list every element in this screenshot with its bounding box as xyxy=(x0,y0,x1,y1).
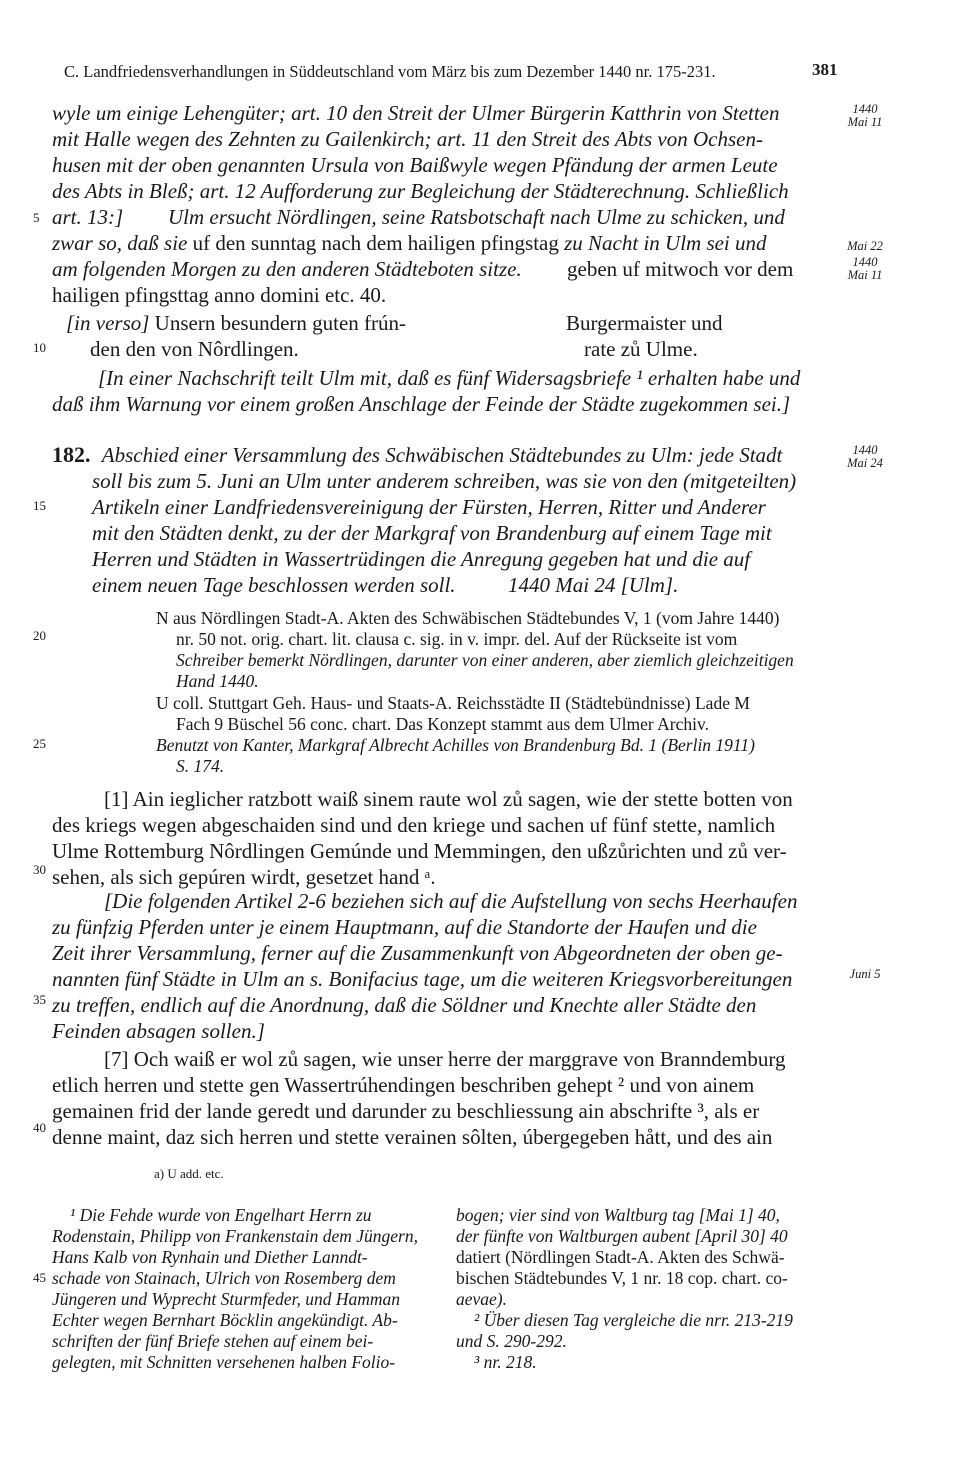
body-line: [Die folgenden Artikel 2-6 beziehen sich auf die Aufstellung von sechs Heerhaufen xyxy=(104,889,798,913)
source-line: Fach 9 Büschel 56 conc. chart. Das Konzept stammt aus dem Ulmer Archiv. xyxy=(176,714,709,734)
body-line: zu treffen, endlich auf die Anordnung, daß die Söldner und Knechte aller Städte den xyxy=(52,993,757,1017)
entry-line: Artikeln einer Landfriedensvereinigung der Fürsten, Herren, Ritter und Anderer xyxy=(92,495,766,519)
regest-line: art. 13:] xyxy=(52,205,124,229)
margin-date xyxy=(840,256,890,282)
margin-date: Juni 5 xyxy=(849,967,881,981)
body-line: Zeit ihrer Versammlung, ferner auf die Zusammenkunft von Abgeordneten der oben ge- xyxy=(52,941,783,965)
footnote-line: Hans Kalb von Rynhain und Diether Lanndt- xyxy=(52,1247,368,1267)
source-line: nr. 50 not. orig. chart. lit. clausa c. sig. in v. impr. del. Auf der Rückseite ist vom xyxy=(176,629,738,649)
regest-line: am folgenden Morgen zu den anderen Städteboten sitze. xyxy=(52,257,522,281)
footnote-line: Jüngeren und Wyprecht Sturmfeder, und Hamman xyxy=(52,1289,401,1309)
entry-line: soll bis zum 5. Juni an Ulm unter anderem schreiben, was sie von den (mitgeteilten) xyxy=(92,469,797,493)
regest-line xyxy=(52,230,767,256)
quoted-text: uf den sunntag nach dem hailigen pfingstag xyxy=(192,231,559,255)
footnote-line: ² Über diesen Tag vergleiche die nrr. 213-219 xyxy=(474,1310,793,1330)
footnote-line: ³ nr. 218. xyxy=(474,1352,537,1372)
source-line: Schreiber bemerkt Nördlingen, darunter von einer anderen, aber ziemlich gleichzeitigen xyxy=(176,650,794,670)
footnote-line: bischen Städtebundes V, 1 nr. 18 cop. chart. co- xyxy=(456,1268,788,1288)
entry-number: 182. xyxy=(52,442,91,467)
line-number: 35 xyxy=(33,992,46,1007)
apparatus-note: a) U add. etc. xyxy=(154,1166,224,1181)
footnote-line: datiert (Nördlingen Stadt-A. Akten des Schwä- xyxy=(456,1247,785,1267)
address-line: den den von Nôrdlingen. xyxy=(90,337,299,361)
line-number: 5 xyxy=(33,210,40,225)
margin-date-year: 1440 xyxy=(852,102,878,116)
footnote-line: der fünfte von Waltburgen aubent [April 30] 40 xyxy=(456,1226,788,1246)
entry-line: mit den Städten denkt, zu der der Markgraf von Brandenburg auf einem Tage mit xyxy=(92,521,772,545)
footnote-line: schriften der fünf Briefe stehen auf einem bei- xyxy=(52,1331,374,1351)
sender-line: rate zů Ulme. xyxy=(584,337,698,361)
page-number: 381 xyxy=(812,60,838,79)
body-line: sehen, als sich gepúren wirdt, gesetzet hand ᵃ. xyxy=(52,865,436,889)
body-line: Feinden absagen sollen.] xyxy=(52,1019,265,1043)
entry-line: Herren und Städten in Wassertrüdingen die Anregung gegeben hat und die auf xyxy=(92,547,751,571)
regest-line: mit Halle wegen des Zehnten zu Gailenkirch; art. 11 den Streit des Abts von Ochsen- xyxy=(52,127,763,151)
margin-date: Mai 22 xyxy=(847,239,883,253)
body-line: denne maint, daz sich herren und stette verainen sôlten, úbergegeben hått, und des ain xyxy=(52,1125,773,1149)
footnote-line: aevae). xyxy=(456,1289,508,1309)
body-line: [7] Och waiß er wol zů sagen, wie unser herre der marggrave von Branndemburg xyxy=(104,1047,786,1071)
footnote-line: gelegten, mit Schnitten versehenen halben Folio- xyxy=(52,1352,396,1372)
address-line xyxy=(66,310,406,336)
quoted-text: geben uf mitwoch vor dem xyxy=(567,257,794,281)
line-number: 40 xyxy=(33,1120,46,1135)
margin-date-day: Mai 11 xyxy=(847,115,883,129)
footnote-line: bogen; vier sind von Waltburg tag [Mai 1] 40, xyxy=(456,1205,780,1225)
footnote-line: Rodenstain, Philipp von Frankenstain dem Jüngern, xyxy=(52,1226,418,1246)
body-line: gemainen frid der lande geredt und darunder zu beschliessung ain abschrifte ³, als er xyxy=(52,1099,760,1123)
source-line: Benutzt von Kanter, Markgraf Albrecht Achilles von Brandenburg Bd. 1 (Berlin 1911) xyxy=(156,735,755,755)
body-line: etlich herren und stette gen Wassertrúhendingen beschriben gehept ² und von ainem xyxy=(52,1073,755,1097)
line-number: 10 xyxy=(33,340,46,355)
margin-date-year: 1440 xyxy=(852,255,878,269)
footnote-line: Echter wegen Bernhart Böcklin angekündigt. Ab- xyxy=(52,1310,398,1330)
regest-line: des Abts in Bleß; art. 12 Aufforderung zur Begleichung der Städterechnung. Schließlich xyxy=(52,179,789,203)
body-line: nannten fünf Städte in Ulm an s. Bonifacius tage, um die weiteren Kriegsvorbereitungen xyxy=(52,967,793,991)
footnote-line: schade von Stainach, Ulrich von Rosemberg dem xyxy=(52,1268,396,1288)
verso-label: [in verso] xyxy=(66,311,150,335)
regest-line: wyle um einige Lehengüter; art. 10 den Streit der Ulmer Bürgerin Katthrin von Stetten xyxy=(52,101,780,125)
margin-date-year: 1440 xyxy=(852,443,878,457)
body-line: [1] Ain ieglicher ratzbott waiß sinem raute wol zů sagen, wie der stette botten von xyxy=(104,787,793,811)
margin-date xyxy=(840,103,890,129)
footnote-line: und S. 290-292. xyxy=(456,1331,567,1351)
address-text: Unsern besundern guten frún- xyxy=(154,311,407,335)
entry-heading xyxy=(52,442,782,468)
quoted-text: hailigen pfingsttag anno domini etc. 40. xyxy=(52,283,387,307)
entry-title: Abschied einer Versammlung des Schwäbischen Städtebundes zu Ulm: jede Stadt xyxy=(101,443,783,467)
source-line: N aus Nördlingen Stadt-A. Akten des Schwäbischen Städtebundes V, 1 (vom Jahre 1440) xyxy=(156,608,780,628)
line-number: 20 xyxy=(33,628,46,643)
source-line: U coll. Stuttgart Geh. Haus- und Staats-A. Reichsstädte II (Städtebündnisse) Lade M xyxy=(156,693,750,713)
regest-line: husen mit der oben genannten Ursula von Baißwyle wegen Pfändung der armen Leute xyxy=(52,153,778,177)
postscript-line: [In einer Nachschrift teilt Ulm mit, daß es fünf Widersagsbriefe ¹ erhalten habe und xyxy=(98,366,801,390)
body-line: Ulme Rottemburg Nôrdlingen Gemúnde und Memmingen, den ußzůrichten und zů ver- xyxy=(52,839,787,863)
margin-date-day: Mai 11 xyxy=(847,268,883,282)
regest-italic: zu Nacht in Ulm sei und xyxy=(564,231,767,255)
body-line: zu fünfzig Pferden unter je einem Hauptmann, auf die Standorte der Haufen und die xyxy=(52,915,757,939)
regest-line: Ulm ersucht Nördlingen, seine Ratsbotschaft nach Ulme zu schicken, und xyxy=(168,205,785,229)
line-number: 15 xyxy=(33,498,46,513)
body-line: des kriegs wegen abgeschaiden sind und den kriege und sachen uf fünf stette, namlich xyxy=(52,813,776,837)
line-number: 25 xyxy=(33,736,46,751)
postscript-line: daß ihm Warnung vor einem großen Anschlage der Feinde der Städte zugekommen sei.] xyxy=(52,392,791,416)
running-title: C. Landfriedensverhandlungen in Süddeutschland vom März bis zum Dezember 1440 nr. 175-231. xyxy=(64,62,716,81)
line-number: 30 xyxy=(33,862,46,877)
entry-line: einem neuen Tage beschlossen werden soll. xyxy=(92,573,456,597)
source-line: S. 174. xyxy=(176,756,225,776)
footnote-line: ¹ Die Fehde wurde von Engelhart Herrn zu xyxy=(70,1205,372,1225)
line-number: 45 xyxy=(33,1270,46,1285)
source-line: Hand 1440. xyxy=(176,671,259,691)
entry-date: 1440 Mai 24 [Ulm]. xyxy=(508,573,679,597)
margin-date xyxy=(840,444,890,470)
margin-date-day: Mai 24 xyxy=(847,456,883,470)
sender-line: Burgermaister und xyxy=(566,311,723,335)
regest-italic: zwar so, daß sie xyxy=(52,231,188,255)
